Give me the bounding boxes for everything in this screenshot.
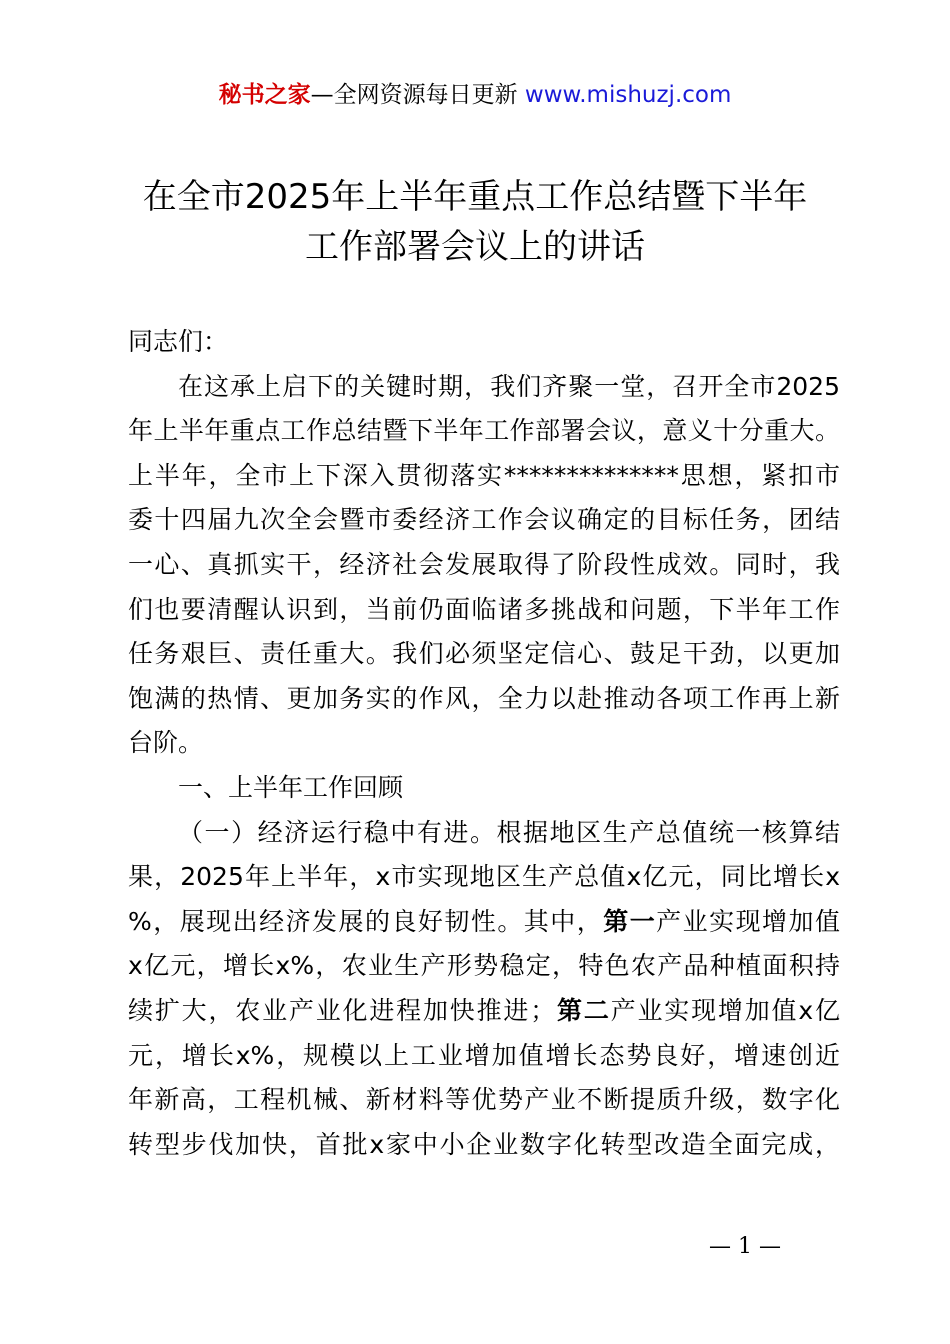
paragraph-line: 饱满的热情、更加务实的作风，全力以赴推动各项工作再上新 (128, 683, 840, 713)
paragraph-line: 上半年，全市上下深入贯彻落实**************思想，紧扣市 (128, 460, 840, 490)
paragraph-line: 在这承上启下的关键时期，我们齐聚一堂，召开全市2025 (178, 371, 840, 401)
site-url-link[interactable]: www.mishuzj.com (524, 82, 732, 108)
paragraph-line: 台阶。 (128, 728, 204, 758)
intro-paragraph (128, 365, 840, 766)
paragraph-line: 一心、真抓实干，经济社会发展取得了阶段性成效。同时，我 (128, 549, 840, 579)
emphasis-text: 第一 (603, 906, 657, 936)
paragraph-line: %，展现出经济发展的良好韧性。其中，第一产业实现增加值 (128, 906, 840, 936)
salutation: 同志们： (128, 327, 229, 356)
page-number: — 1 — (709, 1234, 781, 1259)
paragraph-line: x亿元，增长x%，农业生产形势稳定，特色农产品种植面积持 (128, 951, 840, 981)
paragraph-line: 转型步伐加快，首批x家中小企业数字化转型改造全面完成， (128, 1129, 840, 1159)
paragraph-line: 元，增长x%，规模以上工业增加值增长态势良好，增速创近 (128, 1040, 840, 1070)
paragraph-line: （一）经济运行稳中有进。根据地区生产总值统一核算结 (178, 817, 840, 847)
paragraph-line: 任务艰巨、责任重大。我们必须坚定信心、鼓足干劲，以更加 (128, 639, 840, 669)
brand-name: 秘书之家 (218, 82, 311, 108)
title-line-2: 工作部署会议上的讲话 (305, 227, 645, 267)
paragraph-line: 们也要清醒认识到，当前仍面临诸多挑战和问题，下半年工作 (128, 594, 840, 624)
paragraph-line: 果，2025年上半年，x市实现地区生产总值x亿元，同比增长x (128, 862, 840, 892)
emphasis-text: 第二 (555, 995, 611, 1025)
site-banner (0, 78, 950, 112)
paragraph-line: 年上半年重点工作总结暨下半年工作部署会议，意义十分重大。 (128, 416, 840, 446)
title-line-1: 在全市2025年上半年重点工作总结暨下半年 (142, 177, 808, 217)
document-body (128, 320, 840, 1167)
document-title (0, 172, 950, 272)
paragraph-line: 年新高，工程机械、新材料等优势产业不断提质升级，数字化 (128, 1085, 840, 1115)
section-heading: 一、上半年工作回顾 (178, 772, 404, 802)
paragraph-line: 委十四届九次全会暨市委经济工作会议确定的目标任务，团结 (128, 505, 840, 535)
paragraph-line: 续扩大，农业产业化进程加快推进；第二产业实现增加值x亿 (128, 995, 840, 1025)
brand-tagline: —全网资源每日更新 (310, 82, 518, 108)
economy-paragraph (128, 811, 840, 1168)
